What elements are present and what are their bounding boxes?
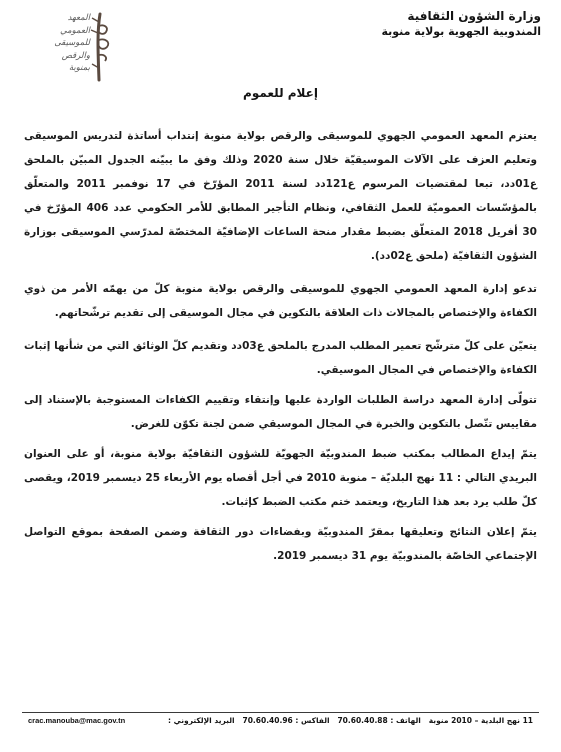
notice-title: إعلام للعموم: [243, 86, 318, 100]
logo-text-line: للموسيقى: [54, 38, 90, 48]
letterhead: [381, 8, 541, 40]
paragraph-call-for-candidates: تدعو إدارة المعهد العمومي الجهوي للموسيقى والرقص بولاية منوبة كلّ من يهمّه الأمر من ذوي الكفاءة والإختصاص بالمجالات ذات العلاقة بالتكوين في مجال الموسيقى إلى تقديم ترشّحاتهم.: [24, 283, 537, 319]
footer-email-label: البريد الإلكتروني :: [168, 716, 235, 725]
logo-text-line: العمومي: [60, 25, 90, 36]
logo-text-line: بمنوبة: [68, 63, 90, 73]
paragraph-selection: تتولّى إدارة المعهد دراسة الطلبات الواردة عليها وإنتقاء وتقييم الكفاءات المستوجبة بالإستناد إلى مقاييس تتّصل بالتكوين والخبرة في المجال الموسيقي ضمن لجنة تكوّن للغرض.: [24, 394, 537, 430]
footer-fax-label: الفاكس :: [295, 716, 330, 725]
regional-commission-name: المندوبية الجهوية بولاية منوبة: [381, 25, 541, 38]
footer-email: crac.manouba@mac.gov.tn: [28, 716, 126, 725]
paragraph-results: يتمّ إعلان النتائج وتعليقها بمقرّ المندوبيّة وبفضاءات دور الثقافة وضمن الصفحة بموقع التواصل الإجتماعي الخاصّة بالمندوبيّة يوم 31 ديسمبر 2019.: [24, 526, 537, 562]
paragraph-submission: يتمّ إيداع المطالب بمكتب ضبط المندوبيّة الجهويّة للشؤون الثقافيّة بولاية منوبة، أو على العنوان البريدي التالي : 11 نهج البلديّة – منوبة 2010 في أجل أقصاه يوم الأربعاء 25 ديسمبر 2019، ويقصى كلّ طلب يرد بعد هذا التاريخ، ويعتمد ختم مكتب الضبط كإثبات.: [24, 448, 538, 508]
footer-phone: 70.60.40.88: [337, 716, 388, 725]
logo-text-line: المعهد: [67, 13, 90, 23]
paragraph-recruitment: يعتزم المعهد العمومي الجهوي للموسيقى والرقص بولاية منوبة إنتداب أساتذة لتدريس الموسيقى وتعليم العزف على الآلات الموسيقيّة خلال سنة 2020 وذلك وفق ما يبيّنه الجدول المبيّن بالملحق ع01دد، تبعا لمقتضيات المرسوم ع121دد لسنة 2011 المؤرّخ في 17 نوفمبر 2011 والمتعلّق بالمؤسّسات العموميّة للعمل الثقافي، ونظام التأجير المطابق للأمر الحكومي عدد 406 المؤرّخ في 30 أفريل 2018 المتعلّق بضبط مقدار منحة الساعات الإضافيّة المختصّة لمدرّسي الموسيقى بوزارة الشؤون الثقافيّة (ملحق ع02دد).: [24, 130, 538, 262]
logo-text-line: والرقص: [61, 50, 90, 61]
notice-body: [24, 124, 537, 577]
footer-phone-label: الهاتف :: [390, 716, 421, 725]
footer-divider: [22, 712, 539, 713]
footer-address: 11 نهج البلدية – 2010 منوبة: [428, 716, 533, 725]
logo-text: [32, 12, 90, 75]
paragraph-application-form: يتعيّن على كلّ مترشّح تعمير المطلب المدرج بالملحق ع03دد وتقديم كلّ الوثائق التي من شأنها إثبات الكفاءة والإختصاص في المجال الموسيقي.: [24, 340, 537, 376]
footer-fax: 70.60.40.96: [242, 716, 293, 725]
institute-logo: [24, 12, 119, 82]
music-pen-logo-icon: [86, 12, 116, 82]
footer-contact: [28, 714, 533, 728]
ministry-name: وزارة الشؤون الثقافية: [407, 9, 541, 23]
